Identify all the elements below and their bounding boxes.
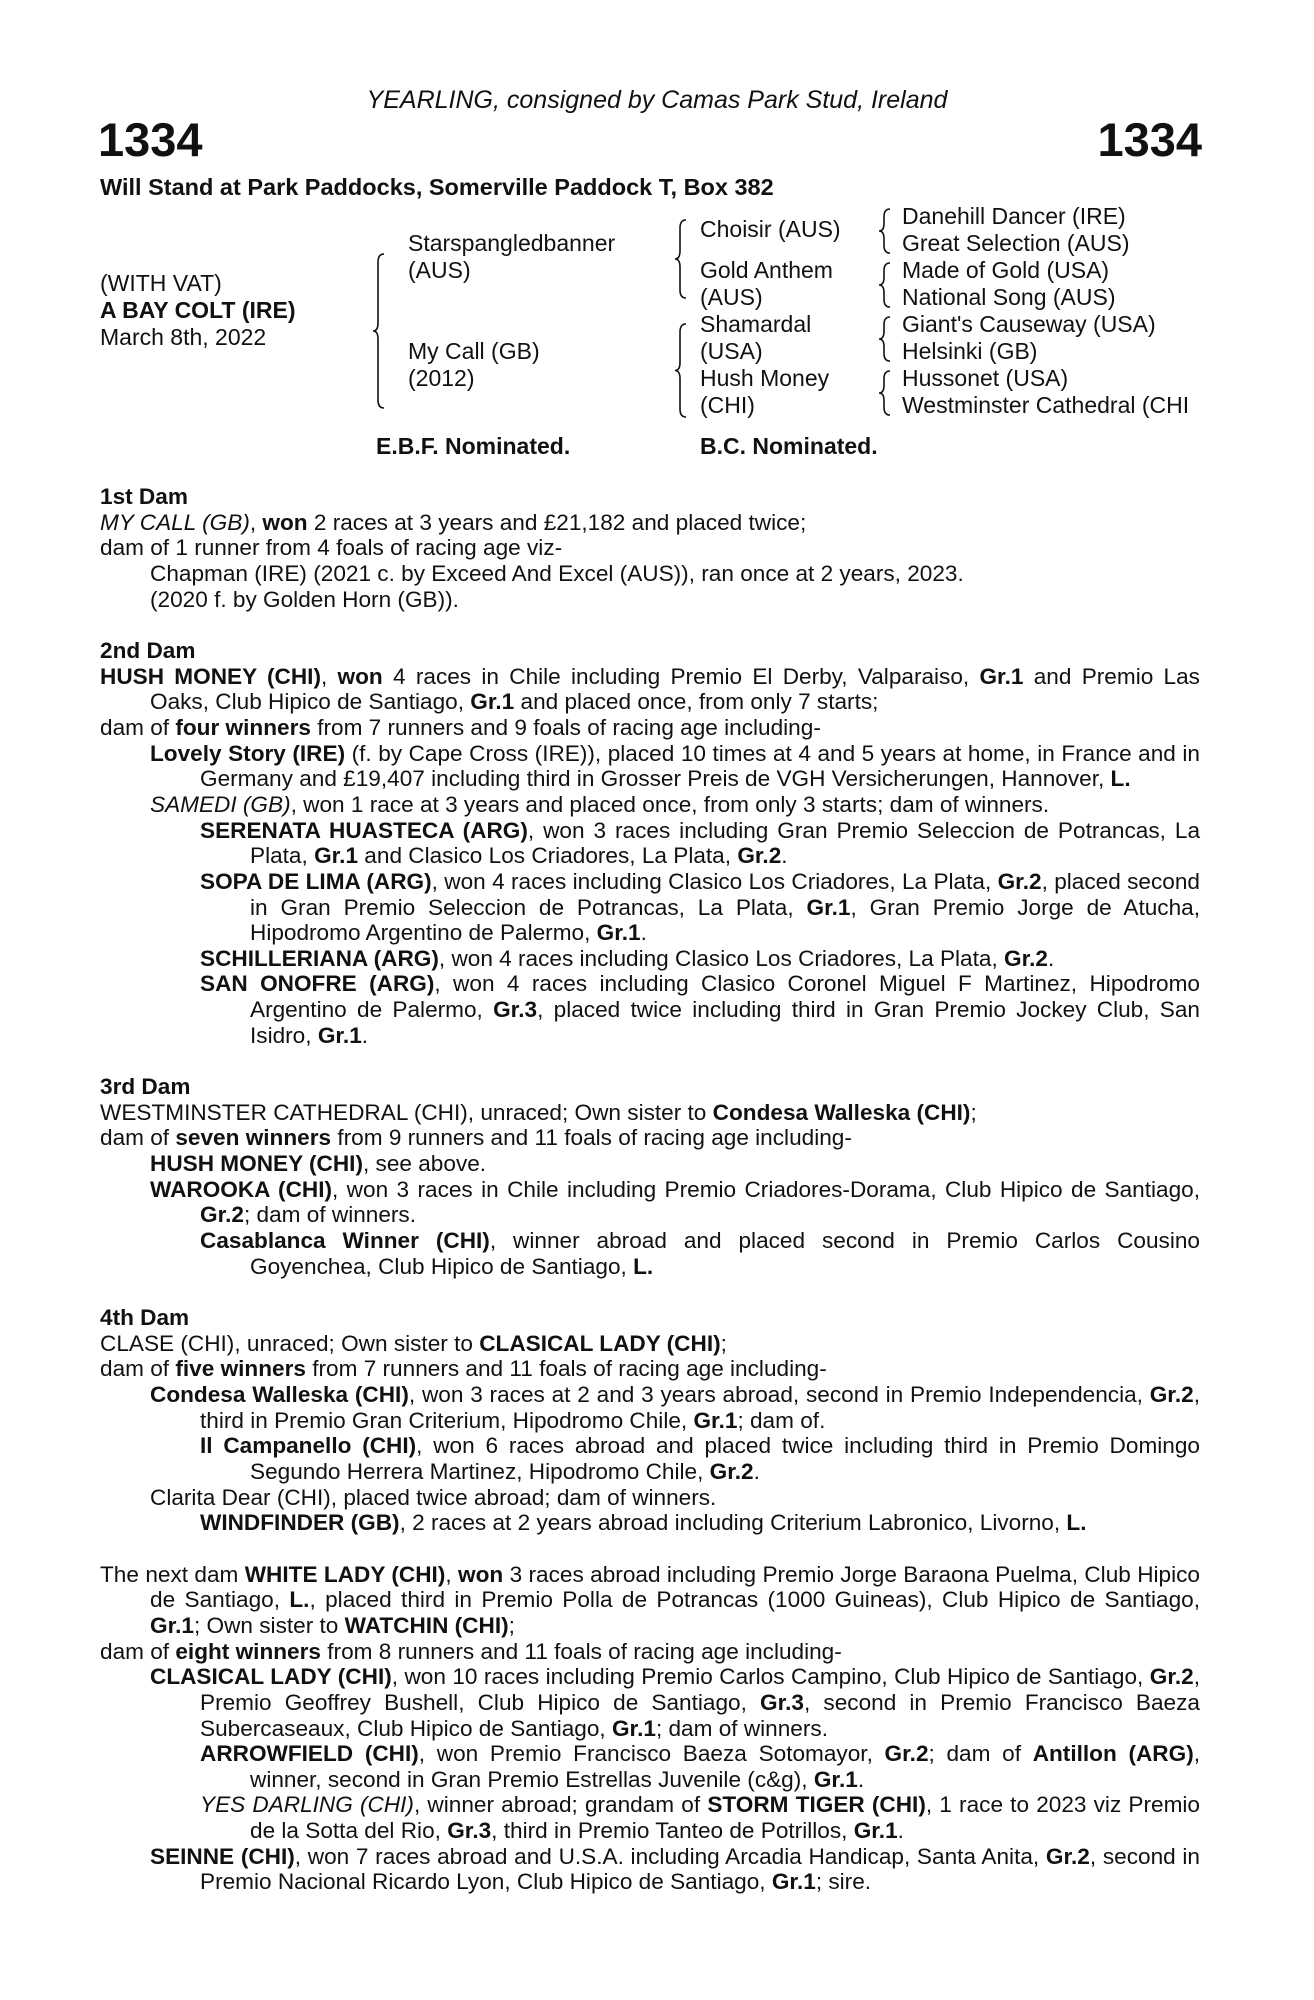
- dam-dam-country: (CHI): [700, 392, 755, 418]
- text: The next dam: [100, 1561, 245, 1587]
- text: , won 10 races including Premio Carlos Campino, Club Hipico de Santiago,: [391, 1664, 1150, 1690]
- pedigree-entry: [100, 1382, 1200, 1433]
- bold-text: CLASICAL LADY (CHI): [479, 1330, 721, 1356]
- brace-icon: [372, 253, 384, 409]
- text: from 7 runners and 11 foals of racing age including-: [305, 1356, 827, 1382]
- text: , winner, second in Gran Premio Estrellas Juvenile (c&g),: [250, 1741, 1200, 1792]
- text: ; Own sister to: [193, 1612, 345, 1638]
- bold-text: Gr.1: [813, 1766, 858, 1792]
- text: .: [1048, 945, 1055, 971]
- text: from 9 runners and 11 foals of racing age including-: [331, 1125, 852, 1151]
- pedigree-entry: [100, 818, 1200, 869]
- pedigree-entry: [100, 869, 1200, 946]
- foaling-date: March 8th, 2022: [100, 324, 267, 350]
- bold-text: L.: [289, 1587, 310, 1613]
- pedigree-entry: [100, 1177, 1200, 1228]
- pedigree-entry: [100, 1228, 1200, 1279]
- sire-dam-name: Gold Anthem: [700, 257, 833, 283]
- text: dam of 1 runner from 4 foals of racing age viz-: [100, 535, 563, 561]
- pedigree-entry: [100, 715, 1200, 741]
- text: from 7 runners and 9 foals of racing age including-: [310, 714, 821, 740]
- bold-text: Gr.3: [493, 997, 538, 1023]
- sire-country: (AUS): [408, 257, 471, 283]
- bold-text: WATCHIN (CHI): [344, 1612, 509, 1638]
- bold-text: Gr.1: [771, 1869, 816, 1895]
- dam-sire-name: Shamardal: [700, 311, 812, 337]
- text: , 1 race to 2023 viz Premio de la Sotta del Rio,: [250, 1792, 1200, 1844]
- section-title: 2nd Dam: [100, 637, 196, 663]
- bold-text: Gr.2: [1045, 1843, 1090, 1869]
- dam-section: [100, 638, 1200, 1049]
- bold-text: WAROOKA (CHI): [150, 1176, 333, 1202]
- text: ; dam of winners.: [243, 1202, 417, 1228]
- catalogue-subtitle: YEARLING, consigned by Camas Park Stud, Ireland: [366, 86, 948, 114]
- pedigree-entry: [100, 587, 1200, 613]
- text: and Clasico Los Criadores, La Plata,: [358, 843, 738, 869]
- bold-text: five winners: [175, 1356, 306, 1382]
- pedigree-entry: [100, 1741, 1200, 1792]
- pedigree-entry: [100, 1356, 1200, 1382]
- bold-text: Gr.1: [314, 843, 359, 869]
- great-grandparent: Made of Gold (USA): [902, 257, 1110, 283]
- text: ; sire.: [815, 1869, 872, 1895]
- text: , second in Premio Francisco Baeza Subercaseaux, Club Hipico de Santiago,: [200, 1689, 1200, 1741]
- section-title: 1st Dam: [100, 484, 188, 509]
- bold-text: Gr.1: [806, 894, 851, 920]
- dam-dam-name: Hush Money: [700, 365, 830, 391]
- bold-text: HUSH MONEY (CHI): [150, 1151, 363, 1177]
- bold-text: SAN ONOFRE (ARG): [200, 971, 435, 997]
- text: , winner abroad; grandam of: [413, 1792, 708, 1818]
- bold-text: won: [337, 663, 383, 689]
- text: CLASE (CHI), unraced; Own sister to: [100, 1330, 480, 1356]
- bold-text: seven winners: [175, 1125, 332, 1151]
- horse-name: A BAY COLT (IRE): [100, 297, 296, 323]
- bold-text: Antillon (ARG): [1032, 1741, 1194, 1767]
- text: (f. by Cape Cross (IRE)), placed 10 times at 4 and 5 years at home, in France and in Germany and £19,407 including third in Grosser Preis de VGH Versicherungen, Hannover,: [200, 740, 1200, 792]
- text: ;: [720, 1330, 727, 1356]
- vat-label: (WITH VAT): [100, 270, 222, 296]
- pedigree-entry: [100, 1510, 1200, 1536]
- text: , won 4 races including Clasico Los Criadores, La Plata,: [438, 945, 1005, 971]
- bold-text: Gr.2: [737, 843, 782, 869]
- bold-text: Gr.2: [884, 1741, 929, 1767]
- text: , see above.: [362, 1151, 487, 1177]
- text: .: [781, 843, 788, 869]
- text: 2 races at 3 years and £21,182 and placed twice;: [307, 509, 807, 535]
- bold-text: Gr.2: [1004, 945, 1048, 971]
- italic-text: SAMEDI (GB): [150, 791, 291, 817]
- bold-text: eight winners: [175, 1638, 321, 1664]
- bold-text: won: [262, 509, 308, 535]
- sire-name: Starspangledbanner: [408, 230, 616, 256]
- text: .: [897, 1818, 904, 1844]
- dam-section: [100, 1305, 1200, 1536]
- bold-text: Gr.3: [760, 1689, 804, 1715]
- bold-text: Gr.1: [596, 920, 641, 946]
- text: , won Premio Francisco Baeza Sotomayor,: [418, 1741, 885, 1767]
- italic-text: MY CALL (GB): [100, 509, 250, 535]
- text: ;: [970, 1099, 977, 1125]
- brace-icon: [878, 208, 890, 254]
- text: WESTMINSTER CATHEDRAL (CHI), unraced; Own sister to: [100, 1099, 713, 1125]
- text: dam of: [100, 1125, 176, 1151]
- text: 4 races in Chile including Premio El Derby, Valparaiso,: [382, 663, 980, 689]
- pedigree-entry: [100, 1485, 1200, 1511]
- bold-text: Gr.2: [1149, 1381, 1194, 1407]
- dam-section: [100, 484, 1200, 612]
- text: , won 3 races in Chile including Premio Criadores-Dorama, Club Hipico de Santiago,: [332, 1176, 1201, 1202]
- brace-icon: [878, 370, 890, 416]
- text: , 2 races at 2 years abroad including Criterium Labronico, Livorno,: [399, 1510, 1067, 1536]
- sire-sire: Choisir (AUS): [700, 216, 841, 242]
- pedigree-entry: [100, 971, 1200, 1048]
- bold-text: Gr.2: [709, 1458, 754, 1484]
- section-title: 3rd Dam: [100, 1074, 191, 1100]
- text: , won 6 races abroad and placed twice including third in Premio Domingo Segundo Herrera Martinez, Hipodromo Chile,: [250, 1433, 1200, 1484]
- text: ;: [508, 1612, 515, 1638]
- text: , won 3 races at 2 and 3 years abroad, second in Premio Independencia,: [408, 1381, 1150, 1407]
- bold-text: Gr.1: [853, 1818, 898, 1844]
- text: , won 3 races including Gran Premio Seleccion de Potrancas, La Plata,: [250, 817, 1201, 869]
- bold-text: SCHILLERIANA (ARG): [200, 945, 439, 971]
- lot-number-right: 1334: [1097, 113, 1202, 166]
- bold-text: Gr.2: [997, 868, 1042, 894]
- text: ,: [320, 663, 338, 689]
- dam-sire-country: (USA): [700, 338, 763, 364]
- text: , won 4 races including Clasico Coronel Miguel F Martinez, Hipodromo Argentino de Palermo,: [250, 971, 1200, 1023]
- bold-text: SOPA DE LIMA (ARG): [200, 868, 432, 894]
- brace-icon: [878, 262, 890, 308]
- text: , won 4 races including Clasico Los Criadores, La Plata,: [431, 868, 998, 894]
- ebf-nominated: E.B.F. Nominated.: [376, 433, 571, 459]
- bold-text: Lovely Story (IRE): [150, 740, 346, 766]
- bold-text: Condesa Walleska (CHI): [150, 1381, 409, 1407]
- text: dam of: [100, 714, 176, 740]
- text: Clarita Dear (CHI), placed twice abroad; dam of winners.: [150, 1484, 717, 1510]
- bold-text: WHITE LADY (CHI): [244, 1561, 446, 1587]
- bold-text: Gr.1: [150, 1612, 194, 1638]
- bold-text: Il Campanello (CHI): [200, 1433, 417, 1459]
- text: and Premio Las Oaks, Club Hipico de Santiago,: [150, 663, 1200, 715]
- bold-text: Gr.1: [979, 663, 1024, 689]
- bold-text: four winners: [175, 714, 311, 740]
- pedigree-entry: [100, 1125, 1200, 1151]
- bold-text: SERENATA HUASTECA (ARG): [200, 817, 528, 843]
- text: , Premio Geoffrey Bushell, Club Hipico de Santiago,: [200, 1664, 1200, 1715]
- pedigree-entry: [100, 741, 1200, 792]
- brace-icon: [878, 316, 890, 362]
- pedigree-entry: [100, 1433, 1200, 1484]
- bold-text: L.: [1066, 1510, 1087, 1536]
- section-title: 4th Dam: [100, 1305, 190, 1330]
- bold-text: ARROWFIELD (CHI): [200, 1741, 419, 1767]
- pedigree-entry: [100, 1664, 1200, 1741]
- text: .: [640, 920, 647, 946]
- pedigree-entry: [100, 1562, 1200, 1639]
- bold-text: L.: [1110, 766, 1131, 792]
- text: ,: [249, 509, 263, 535]
- bold-text: won: [458, 1561, 504, 1587]
- great-grandparent: National Song (AUS): [902, 284, 1116, 310]
- text: .: [753, 1458, 760, 1484]
- bold-text: Gr.1: [611, 1715, 656, 1741]
- great-grandparent: Westminster Cathedral (CHI: [902, 392, 1190, 418]
- pedigree-entry: [100, 792, 1200, 818]
- bold-text: HUSH MONEY (CHI): [100, 663, 321, 689]
- bc-nominated: B.C. Nominated.: [700, 433, 878, 459]
- italic-text: YES DARLING (CHI): [200, 1792, 414, 1818]
- text: .: [857, 1766, 865, 1792]
- text: ,: [445, 1561, 459, 1587]
- pedigree-entry: [100, 1844, 1200, 1895]
- text: (2020 f. by Golden Horn (GB)).: [150, 586, 459, 612]
- pedigree-entry: [100, 510, 1200, 536]
- bold-text: Gr.1: [317, 1022, 362, 1048]
- pedigree-entry: [100, 664, 1200, 715]
- text: , placed third in Premio Polla de Potrancas (1000 Guineas), Club Hipico de Santiago,: [309, 1587, 1200, 1613]
- sire-dam-country: (AUS): [700, 284, 763, 310]
- text: ; dam of: [928, 1741, 1033, 1767]
- text: dam of: [100, 1638, 176, 1664]
- pedigree-entry: [100, 561, 1200, 587]
- dam-section: [100, 1074, 1200, 1279]
- text: , second in Premio Nacional Ricardo Lyon, Club Hipico de Santiago,: [200, 1843, 1200, 1895]
- bold-text: Gr.1: [470, 689, 515, 715]
- pedigree-entry: [100, 1331, 1200, 1357]
- text: , won 1 race at 3 years and placed once, from only 3 starts; dam of winners.: [290, 791, 1050, 817]
- great-grandparent: Great Selection (AUS): [902, 230, 1130, 256]
- stand-location: Will Stand at Park Paddocks, Somerville Paddock T, Box 382: [100, 174, 774, 200]
- pedigree-entry: [100, 1792, 1200, 1843]
- pedigree-entry: [100, 1100, 1200, 1126]
- text: and placed once, from only 7 starts;: [514, 689, 879, 715]
- dam-sections: [100, 484, 1200, 1921]
- text: , won 7 races abroad and U.S.A. including Arcadia Handicap, Santa Anita,: [294, 1843, 1046, 1869]
- text: , winner abroad and placed second in Premio Carlos Cousino Goyenchea, Club Hipico de Santiago,: [250, 1228, 1200, 1279]
- pedigree-entry: [100, 946, 1200, 972]
- text: , third in Premio Gran Criterium, Hipodromo Chile,: [200, 1381, 1200, 1433]
- brace-icon: [674, 323, 686, 418]
- text: , placed twice including third in Gran Premio Jockey Club, San Isidro,: [250, 997, 1200, 1048]
- pedigree-entry: [100, 1151, 1200, 1177]
- bold-text: L.: [633, 1253, 654, 1279]
- great-grandparent: Giant's Causeway (USA): [902, 311, 1156, 337]
- text: ; dam of.: [737, 1407, 826, 1433]
- great-grandparent: Hussonet (USA): [902, 365, 1069, 391]
- bold-text: Gr.3: [447, 1818, 492, 1844]
- text: .: [361, 1022, 369, 1048]
- dam-section: [100, 1562, 1200, 1896]
- bold-text: CLASICAL LADY (CHI): [150, 1664, 392, 1690]
- bold-text: WINDFINDER (GB): [200, 1510, 400, 1536]
- great-grandparent: Danehill Dancer (IRE): [902, 203, 1126, 229]
- bold-text: Gr.2: [1149, 1664, 1194, 1690]
- pedigree-entry: [100, 535, 1200, 561]
- bold-text: Gr.1: [693, 1407, 738, 1433]
- bold-text: Casablanca Winner (CHI): [200, 1228, 490, 1254]
- text: dam of: [100, 1356, 176, 1382]
- dam-name: My Call (GB): [408, 338, 540, 364]
- text: , third in Premio Tanteo de Potrillos,: [491, 1818, 854, 1844]
- bold-text: Condesa Walleska (CHI): [712, 1099, 971, 1125]
- text: from 8 runners and 11 foals of racing age including-: [320, 1638, 842, 1664]
- text: 3 races abroad including Premio Jorge Baraona Puelma, Club Hipico de Santiago,: [150, 1561, 1200, 1613]
- dam-year: (2012): [408, 365, 475, 391]
- bold-text: SEINNE (CHI): [150, 1843, 295, 1869]
- pedigree-entry: [100, 1639, 1200, 1665]
- lot-number-left: 1334: [98, 113, 203, 166]
- brace-icon: [674, 219, 686, 299]
- text: , Gran Premio Jorge de Atucha, Hipodromo Argentino de Palermo,: [250, 894, 1200, 946]
- great-grandparent: Helsinki (GB): [902, 338, 1038, 364]
- text: ; dam of winners.: [655, 1715, 828, 1741]
- text: Chapman (IRE) (2021 c. by Exceed And Excel (AUS)), ran once at 2 years, 2023.: [150, 560, 964, 586]
- bold-text: STORM TIGER (CHI): [707, 1792, 926, 1818]
- text: , placed second in Gran Premio Seleccion de Potrancas, La Plata,: [250, 868, 1200, 920]
- bold-text: Gr.2: [200, 1202, 244, 1228]
